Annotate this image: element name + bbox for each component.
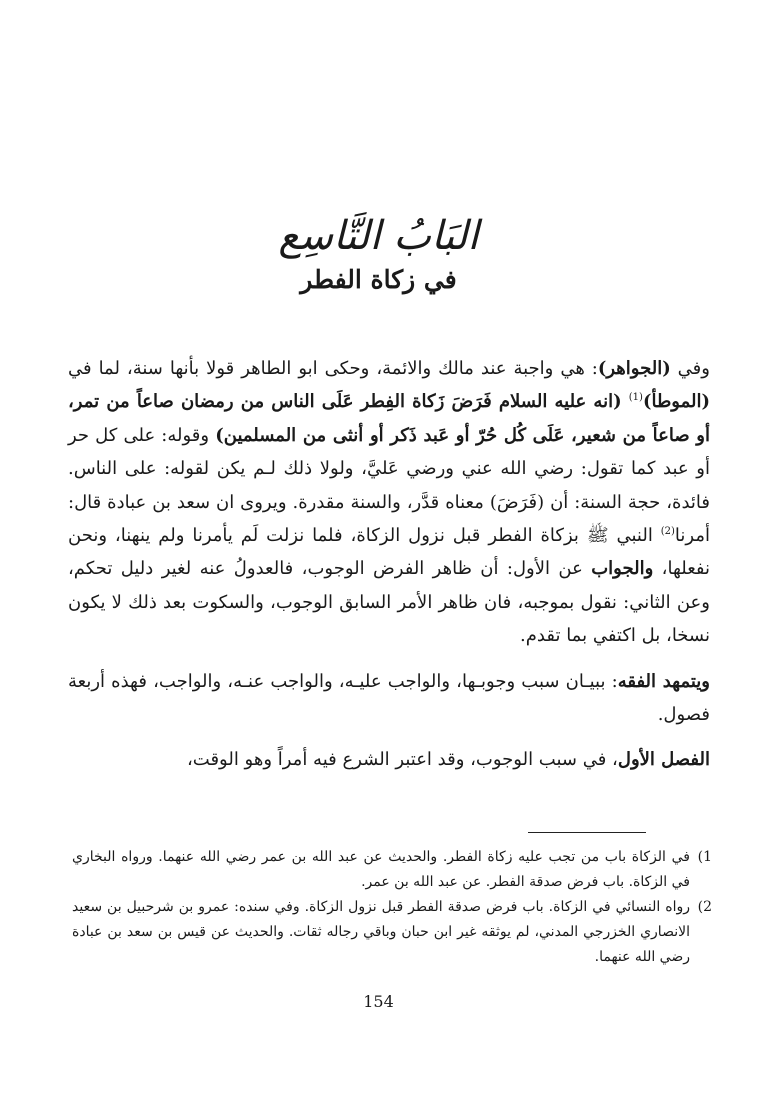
body-text	[68, 352, 710, 777]
source-muwatta: (الموطأ)	[642, 391, 710, 413]
chapter-title: البَابُ التَّاسِع	[278, 213, 479, 259]
footnote-text: رواه النسائي في الزكاة. باب فرض صدقة الفطر قبل نزول الزكاة. وفي سنده: عمرو بن شرحبيل بن سعيد الانصاري الخزرجي المدني، لم يوثقه غير ابن حبان وباقي رجاله ثقات. والحديث عن قيس بن سعد بن عبادة رضي الله عنهما.	[72, 899, 690, 965]
p1-text: عن الأول: أن ظاهر الفرض الوجوب، فالعدولُ عنه لغير دليل تحكم، وعن الثاني: نقول بموجبه، فان ظاهر الأمر السابق الوجوب، والسكوت بعد ذلك لا يكون نسخا، بل اكتفي بما تقدم.	[68, 558, 710, 647]
paragraph-1	[68, 352, 710, 653]
footnote-2	[72, 895, 712, 970]
footnote-ref-1: (1)	[628, 392, 643, 404]
footnote-divider	[528, 832, 646, 833]
paragraph-2	[68, 665, 710, 732]
p1-text: وقوله: على كل حر أو عبد كما تقول: رضي الله عني ورضي عَليَّ، ولولا ذلك لـم يكن لقوله: على الناس. فائدة، حجة السنة: أن (فَرَضَ) معناه قدَّر، والسنة مقدرة. ويروى ان سعد بن عبادة قال: أمرنا	[68, 424, 710, 547]
footnote-number: 2)	[697, 899, 712, 915]
answer-label: والجواب	[591, 558, 654, 580]
p1-text: النبي ﷺ بزكاة الفطر قبل نزول الزكاة، فلما نزلت لَم يأمرنا ولم ينهنا، ونحن نفعلها،	[68, 525, 710, 580]
page-number: 154	[363, 992, 394, 1011]
footnote-number: 1)	[697, 849, 712, 865]
footnote-text: في الزكاة باب من تجب عليه زكاة الفطر. والحديث عن عبد الله بن عمر رضي الله عنهما. ورواه البخاري في الزكاة. باب فرض صدقة الفطر. عن عبد الله بن عمر.	[72, 849, 690, 890]
paragraph-3	[68, 743, 710, 776]
hadith-quote: (انه عليه السلام فَرَضَ زَكاة الفِطر عَلَى الناس من رمضان صاعاً من تمر، أو صاعاً من شعير، عَلَى كُل حُرّ أو عَبد ذَكر أو أنثى من المسلمين)	[68, 391, 710, 446]
footnote-ref-2: (2)	[660, 526, 675, 538]
section-one-label: الفصل الأول	[617, 749, 710, 771]
footnote-1	[72, 845, 712, 895]
p2-text: : ببيـان سبب وجوبـها، والواجب عليـه، والواجب عنـه، والواجب، فهذه أربعة فصول.	[68, 670, 710, 726]
fiqh-label: ويتمهد الفقه	[617, 670, 710, 692]
chapter-subtitle: في زكاة الفطر	[300, 265, 457, 294]
p1-text: : هي واجبة عند مالك والائمة، وحكى ابو الطاهر قولا بأنها سنة، لما في	[68, 358, 598, 379]
p3-text: ، في سبب الوجوب، وقد اعتبر الشرع فيه أمراً وهو الوقت،	[186, 749, 618, 771]
footnotes	[72, 845, 712, 970]
source-jawahir: (الجواهر)	[597, 358, 671, 379]
p1-text: وفي	[670, 358, 710, 379]
